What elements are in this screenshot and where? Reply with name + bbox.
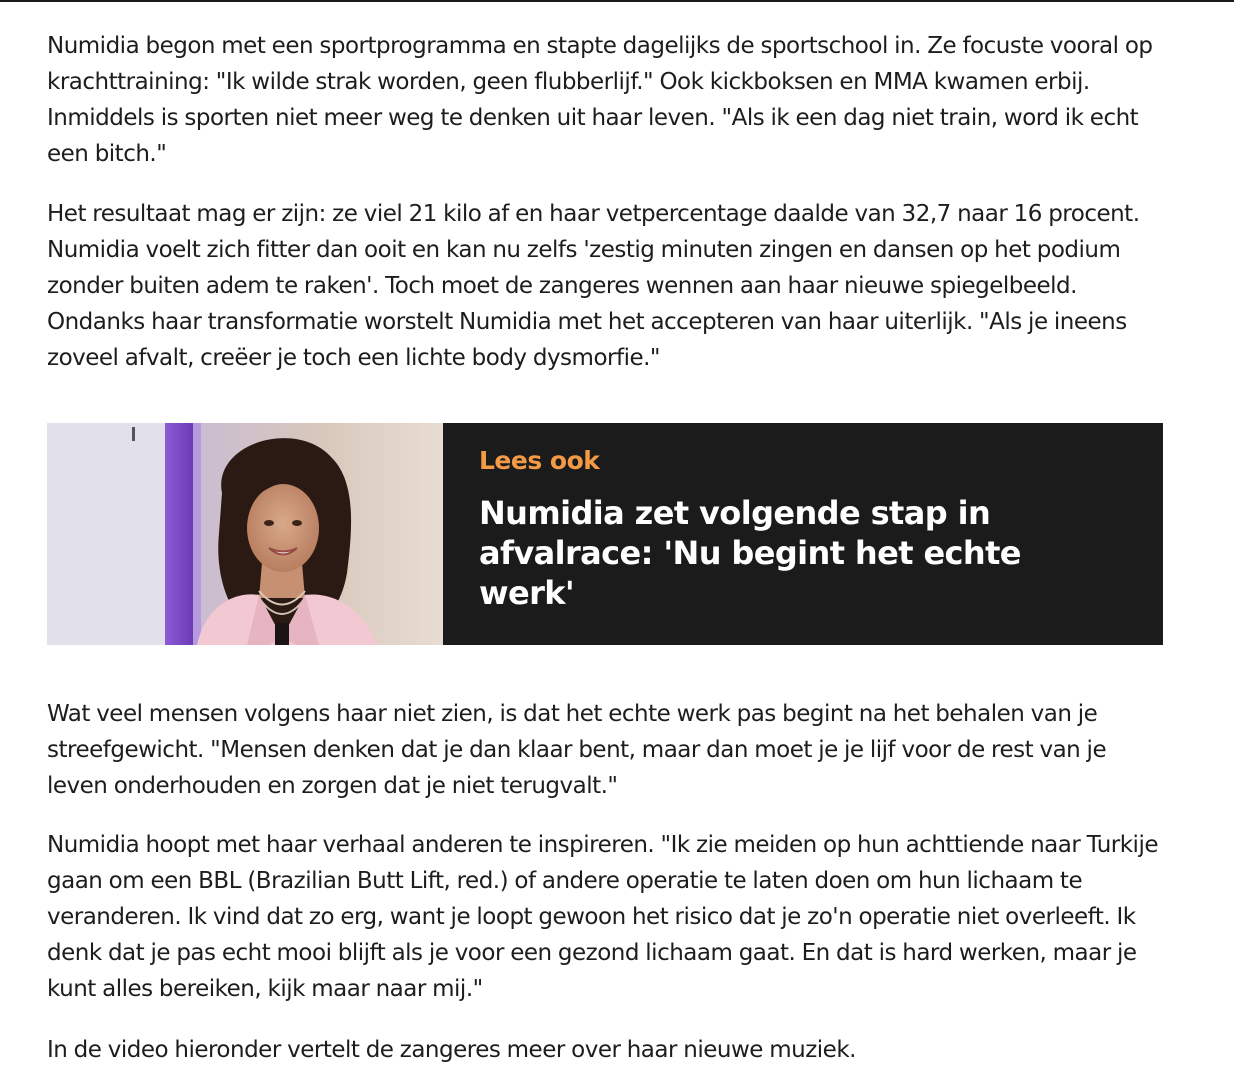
related-article-thumbnail[interactable] [47, 423, 443, 645]
related-article-label: Lees ook [479, 446, 600, 475]
article-body-lower [47, 827, 1172, 1007]
related-article-title[interactable]: Numidia zet volgende stap in afvalrace: 'Nu begint het echte werk' [479, 494, 1021, 612]
top-divider [0, 0, 1234, 2]
article-paragraph: Het resultaat mag er zijn: ze viel 21 kilo af en haar vetpercentage daalde van 32,7 naar 16 procent. Numidia voelt zich fitter dan ooit en kan nu zelfs 'zestig minuten zingen en dansen op het podium zonder buiten adem te raken'. Toch moet de zangeres wennen aan haar nieuwe spiegelbeeld. Ondanks haar transformatie worstelt Numidia met het accepteren van haar uiterlijk. "Als je ineens zoveel afvalt, creëer je toch een lichte body dysmorfie." [47, 201, 1140, 371]
article-paragraph: Wat veel mensen volgens haar niet zien, is dat het echte werk pas begint na het behalen van je streefgewicht. "Mensen denken dat je dan klaar bent, maar dan moet je je lijf voor de rest van je leven onderhouden en zorgen dat je niet terugvalt." [47, 701, 1107, 799]
related-article-text [443, 423, 1163, 645]
article-paragraph: In de video hieronder vertelt de zangeres meer over haar nieuwe muziek. [47, 1037, 856, 1063]
related-article-image [47, 423, 443, 645]
article-paragraph: Numidia hoopt met haar verhaal anderen te inspireren. "Ik zie meiden op hun achttiende naar Turkije gaan om een BBL (Brazilian Butt Lift, red.) of andere operatie te laten doen om hun lichaam te veranderen. Ik vind dat zo erg, want je loopt gewoon het risico dat je zo'n operatie niet overleeft. Ik denk dat je pas echt mooi blijft als je voor een gezond lichaam gaat. En dat is hard werken, maar je kunt alles bereiken, kijk maar naar mij." [47, 832, 1158, 1002]
article-paragraph: Numidia begon met een sportprogramma en stapte dagelijks de sportschool in. Ze focuste vooral op krachttraining: "Ik wilde strak worden, geen flubberlijf." Ook kickboksen en MMA kwamen erbij. Inmiddels is sporten niet meer weg te denken uit haar leven. "Als ik een dag niet train, word ik echt een bitch." [47, 33, 1153, 167]
article-body-middle [47, 696, 1172, 804]
article-body-end [47, 1032, 1172, 1068]
related-article-card[interactable] [47, 423, 1163, 645]
article-body-top [47, 28, 1172, 376]
